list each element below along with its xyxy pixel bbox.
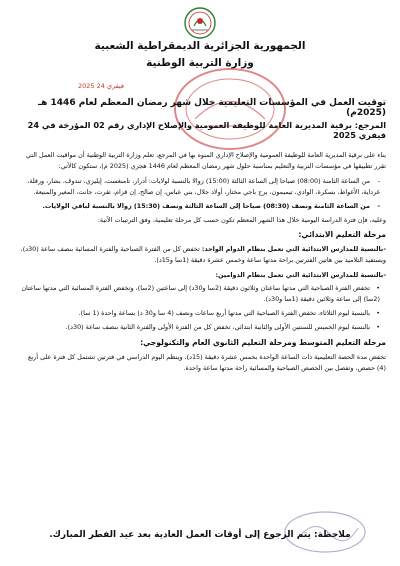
primary-single-shift-text: تخفض كل من الفترة الصباحية والفترة المسائية بنصف ساعة (30د)، ويستفيد التلاميذ بين هاتين الفترتين براحة مدتها ساعة وخمس عشرة دقيقة (1سا و15د). (20, 245, 386, 265)
secondary-text: تخفض مدة الحصة التعليمية ذات الساعة الواحدة بخمس عشرة دقيقة (15د)، وينظم اليوم الدراسي في فترتين تشتمل كل فترة على أربع (4) حصص، وتفصل بين الحصص الصباحية والمسائية راحة مدتها ساعة واحدة. (28, 352, 386, 372)
schedule-text: من الساعة الثامنة (08:00) صباحا إلى الساعة الثالثة (15:00) زوالا بالنسبة لولايات: أدرار، تامنغست، إيليزي، تندوف، بشار، ورقلة، غرداية، الأغواط، بسكرة، الوادي، تيميمون، برج باجي مختار، أولاد جلال، بني عباس، إن صالح، إن قزام، تقرت، جانت، المغير والمنيعة. (27, 176, 380, 196)
handwritten-date: 2025 فيفري 24 (78, 82, 124, 90)
algeria-emblem-icon (183, 6, 217, 40)
primary-single-shift-title: -بالنسبة للمدارس الابتدائية التي تعمل بنظام الدوام الواحد: (201, 245, 386, 254)
ministry-title: وزارة التربية الوطنية (146, 57, 254, 69)
primary-heading: مرحلة التعليم الابتدائي: (298, 230, 386, 240)
list-item: •تخفض الفترة الصباحية التي مدتها ساعتان وثلاثون دقيقة (2سا و30د) إلى ساعتين (2سا)، وتخفض الفترة المسائية التي مدتها ساعتان (2سا) إلى ساعة وثلاثين دقيقة (1سا و30د). (21, 284, 380, 303)
list-item-text: بالنسبة ليوم الخميس للسنتين الأولى والثانية ابتدائي، تخفض كل من الفترة الأولى والفترة الثانية بنصف ساعة (30د). (65, 322, 370, 331)
republic-title: الجمهورية الجزائرية الديمقراطية الشعبية (94, 40, 306, 52)
primary-single-shift (18, 244, 386, 266)
closing-note: ملاحظة: يتم الرجوع إلى أوقات العمل العادية بعد عيد الفطر المبارك. (49, 530, 351, 540)
list-item: •بالنسبة ليوم الخميس للسنتين الأولى والثانية ابتدائي، تخفض كل من الفترة الأولى والفترة الثانية بنصف ساعة (30د). (65, 322, 380, 331)
study-note: وعليه، فإن فترة الدراسة اليومية خلال هذا الشهر المعظم تكون حسب كل مرحلة تعليمية، وفق الترتيبات الآتية: (97, 215, 386, 224)
list-item-text: بالنسبة ليوم الثلاثاء، تخفض الفترة الصباحية التي مدتها أربع ساعات ونصف (4 سا و30 د) بساعة واحدة (1 سا). (78, 308, 370, 317)
schedule-text: من الساعة الثامنة ونصف (08:30) صباحا إلى الساعة الثالثة ونصف (15:30) زوالا بالنسبة لباقي الولايات. (42, 201, 370, 210)
intro-paragraph: بناء على برقية المديرية العامة للوظيفة العمومية والإصلاح الإداري المنوه بها في المرجع، تعلم وزارة التربية الوطنية أن مواقيت العمل التي تقرر تطبيقها في مؤسسات التربية والتعليم بمناسبة حلول شهر رمضان المعظم لعام 1446 هجري (2025 م)، ستكون كالآتي: (25, 151, 386, 170)
primary-double-shift-title: -بالنسبة للمدارس الابتدائية التي تعمل بنظام الدوامين: (215, 271, 386, 280)
list-item: •بالنسبة ليوم الثلاثاء، تخفض الفترة الصباحية التي مدتها أربع ساعات ونصف (4 سا و30 د) بساعة واحدة (1 سا). (78, 308, 380, 317)
reference-line: المرجع: برقية المديرية العامة للوظيفة العمومية والإصلاح الإداري رقم 02 المؤرخة في 24 فيفري 2025 (27, 120, 386, 140)
secondary-heading: مرحلة التعليم المتوسط ومرحلة التعليم الثانوي العام والتكنولوجي: (140, 337, 386, 347)
schedule-item: -من الساعة الثامنة (08:00) صباحا إلى الساعة الثالثة (15:00) زوالا بالنسبة لولايات: أدرار، تامنغست، إيليزي، تندوف، بشار، ورقلة، غرداية، الأغواط، بسكرة، الوادي، تيميمون، برج باجي مختار، أولاد جلال، بني عباس، إن صالح، إن قزام، تقرت، جانت، المغير والمنيعة. (27, 176, 380, 196)
document-body (18, 150, 386, 377)
document-title: توقيت العمل في المؤسسات التعليمية خلال شهر رمضان المعظم لعام 1446 هـ (2025م) (38, 98, 386, 118)
list-item-text: تخفض الفترة الصباحية التي مدتها ساعتان وثلاثون دقيقة (2سا و30د) إلى ساعتين (2سا)، وتخفض الفترة المسائية التي مدتها ساعتان (2سا) إلى ساعة وثلاثين دقيقة (1سا و30د). (21, 284, 380, 303)
signature-stamp-icon (280, 508, 370, 556)
schedule-item: -من الساعة الثامنة ونصف (08:30) صباحا إلى الساعة الثالثة ونصف (15:30) زوالا بالنسبة لباقي الولايات. (42, 201, 380, 210)
